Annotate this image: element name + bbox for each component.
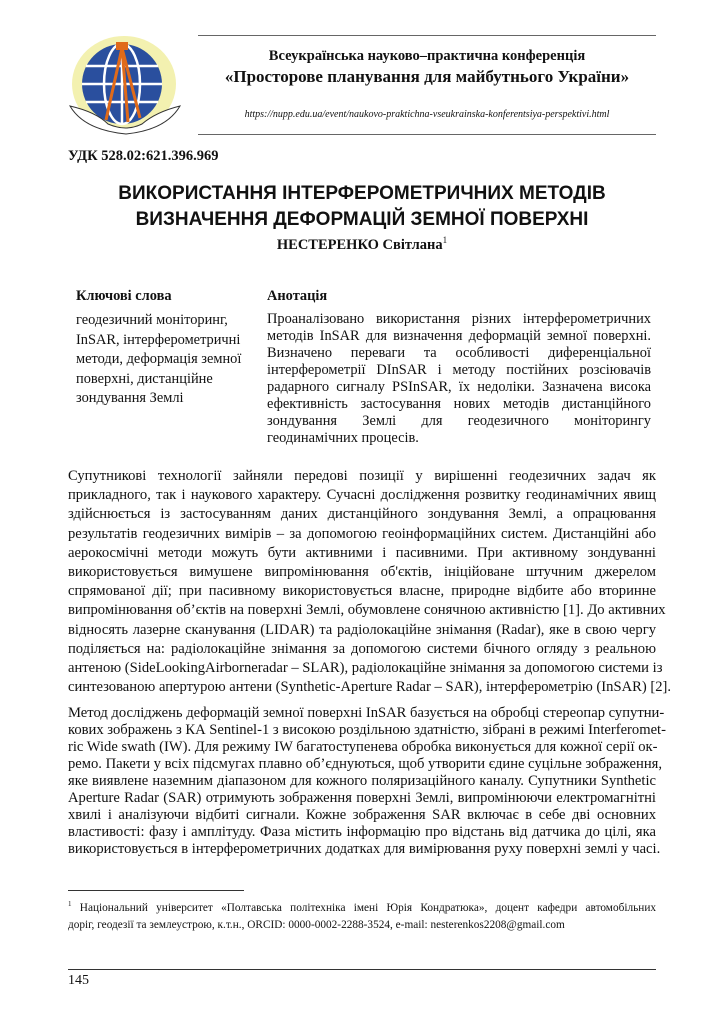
header-top-rule — [198, 35, 656, 36]
article-title — [68, 181, 656, 233]
body-line: властивості: фазу і амплітуду. Фаза містить інформацію про відстань від датчика до цілі, яка — [68, 824, 656, 840]
keywords-line: InSAR, інтерферометричні — [76, 331, 241, 348]
footnote-text: Національний університет «Полтавська політехніка імені Юрія Кондратюка», доцент кафедри автомобільних — [79, 901, 657, 914]
keywords-line: поверхні, дистанційне — [76, 370, 213, 387]
body-line: Супутникові технології зайняли передові позиції у вирішенні геодезичних задач як — [68, 468, 656, 484]
footnote-line — [68, 896, 656, 917]
abstract-line: геодинамічних процесів. — [267, 430, 419, 446]
body-line: використовується в інтерферометричних додатках для вимірювання руху поверхні землі у часі. — [68, 841, 661, 857]
body-line: кових зображень з КА Sentinel-1 з високою роздільною здатністю, зібрані в режимі Interferomet- — [68, 722, 666, 738]
body-line: прикладного, так і наукового характеру. Сучасні дослідження розвитку геодинамічних явищ — [68, 487, 656, 504]
body-line: ремо. Пакети у всіх підсмугах плавно об’єднуються, щоб утворити єдине суцільне зображення, — [68, 756, 663, 772]
author-name: НЕСТЕРЕНКО Світлана — [276, 236, 443, 253]
keywords-line: геодезичний моніторинг, — [76, 312, 228, 328]
body-line: використовується вимушене випромінювання об'єктів, ініційоване штучним джерелом — [68, 563, 656, 580]
body-line: хвилі і аналізуючи відбиті сигнали. Кожне зображення SAR включає в себе дві основних — [68, 807, 656, 823]
footnote-line: доріг, геодезії та землеустрою, к.т.н., ORCID: 0000-0002-2288-3524, e-mail: nesterenkos2208@gmail.com — [68, 918, 565, 931]
abstract-line: радарного сигналу PSInSAR, їх недоліки. Зазначена висока — [267, 379, 651, 395]
keywords-heading: Ключові слова — [76, 288, 172, 304]
body-line: спрямованої дії; при пасивному використовується власне, природне відбите або вторинне — [68, 583, 656, 600]
body-line: поділяється на: радіолокаційне знімання за допомогою системи бічного огляду з реальною — [68, 640, 656, 657]
udc-code: УДК 528.02:621.396.969 — [68, 148, 219, 164]
abstract-heading: Анотація — [267, 288, 328, 304]
author — [68, 235, 656, 254]
footnote-separator — [68, 890, 244, 891]
abstract-line: інтерферометрії DInSAR і методу постійних розсіювачів — [267, 362, 651, 378]
title-line: ВИКОРИСТАННЯ ІНТЕРФЕРОМЕТРИЧНИХ МЕТОДІВ — [118, 183, 606, 204]
keywords-line: зондування Землі — [76, 390, 184, 406]
author-footnote-mark: 1 — [442, 235, 448, 245]
page-number: 145 — [68, 973, 89, 988]
conference-title: «Просторове планування для майбутнього України» — [224, 67, 630, 86]
abstract-line: методів InSAR для визначення деформацій земної поверхні. — [267, 328, 651, 344]
conference-logo — [66, 34, 184, 138]
body-line: синтезованою апертурою антени (Synthetic-Aperture Radar – SAR), інтерферометрію (InSAR) [2]. — [68, 679, 672, 696]
body-line: Метод досліджень деформацій земної поверхні InSAR базується на обробці стереопар супутни- — [68, 705, 665, 721]
footnote — [68, 896, 656, 934]
conference-name: Всеукраїнська науково–практична конференція — [268, 48, 586, 64]
body-line: відносять лазерне сканування (LIDAR) та радіолокаційне знімання (Radar), яке в свою чергу — [68, 621, 656, 638]
body-paragraph-2 — [68, 705, 666, 858]
body-line: яке виявлене наземним діапазоном для кожного поляризаційного каналу. Супутники Synthetic — [68, 773, 656, 789]
body-paragraph-1 — [68, 467, 672, 697]
abstract-line: зондування Землі для геодезичного моніторингу — [267, 413, 651, 429]
footnote-mark: 1 — [68, 900, 72, 908]
conference-url[interactable]: https://nupp.edu.ua/event/naukovo-praktichna-vseukrainska-konferentsiya-perspektivi.html — [244, 109, 610, 120]
keywords-line: методи, деформація земної — [76, 351, 242, 367]
body-line: ric Wide swath (IW). Для режиму IW багатоступенева обробка виконується для кожної серії ок- — [68, 739, 658, 755]
footer-rule — [68, 969, 656, 970]
body-line: результатів геодезичних вимірів – за допомогою геоінформаційних систем. Дистанційні або — [68, 525, 656, 542]
body-line: здійснюється із застосуванням даних дистанційного зондування Землі, а опрацювання — [68, 506, 656, 523]
header-bottom-rule — [198, 134, 656, 135]
abstract-line: Визначено переваги та особливості диференціальної — [267, 345, 651, 361]
title-line: ВИЗНАЧЕННЯ ДЕФОРМАЦІЙ ЗЕМНОЇ ПОВЕРХНІ — [135, 209, 589, 230]
abstract-text — [267, 311, 651, 447]
abstract-line: Проаналізовано використання різних інтерферометричних — [267, 311, 651, 327]
body-line: антеною (SideLookingAirborneradar – SLAR), радіолокаційне знімання за допомогою системи із — [68, 659, 663, 676]
keywords-list — [76, 311, 261, 409]
body-line: Aperture Radar (SAR) отримують зображення поверхні Землі, випромінюючи електромагнітні — [68, 790, 656, 806]
body-line: аерокосмічні методи можуть бути активними і пасивними. При активному зондуванні — [68, 544, 656, 561]
body-line: випромінювання об’єктів на поверхні Землі, обумовлене сонячною активністю [1]. До активних — [68, 602, 666, 619]
abstract-line: ефективність застосування нових методів дистанційного — [267, 396, 651, 412]
